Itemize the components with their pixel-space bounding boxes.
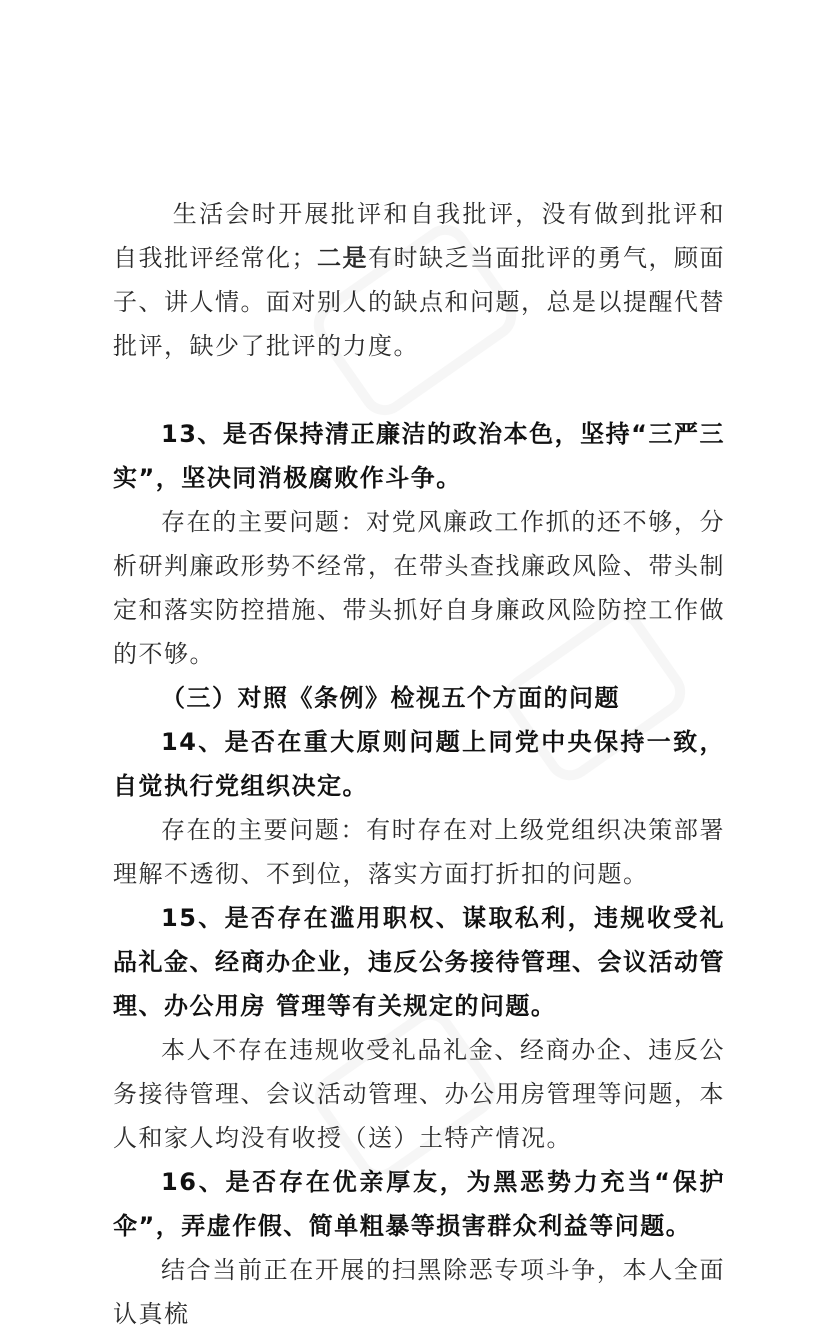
document-body (113, 148, 725, 1336)
paragraph-bold-prefix: 二是 (317, 244, 368, 272)
paragraph-continuation (113, 148, 725, 412)
question-14: 14、是否在重大原则问题上同党中央保持一致，自觉执行党组织决定。 (113, 728, 725, 800)
answer-16: 结合当前正在开展的扫黑除恶专项斗争，本人全面认真梳 (113, 1256, 725, 1328)
answer-13: 存在的主要问题：对党风廉政工作抓的还不够，分析研判廉政形势不经常，在带头查找廉政风险、带头制定和落实防控措施、带头抓好自身廉政风险防控工作做的不够。 (113, 508, 725, 668)
question-16: 16、是否存在优亲厚友，为黑恶势力充当“保护伞”，弄虚作假、简单粗暴等损害群众利益等问题。 (113, 1168, 725, 1240)
paragraph-text: 有时缺乏当面批评的勇气，顾面子、讲人情。面对别人的缺点和问题，总是以提醒代替批评，缺少了批评的力度。 (113, 244, 725, 360)
question-13: 13、是否保持清正廉洁的政治本色，坚持“三严三实”，坚决同消极腐败作斗争。 (113, 420, 725, 492)
answer-15: 本人不存在违规收受礼品礼金、经商办企、违反公务接待管理、会议活动管理、办公用房管理等问题，本人和家人均没有收授（送）土特产情况。 (113, 1036, 725, 1152)
answer-14: 存在的主要问题：有时存在对上级党组织决策部署理解不透彻、不到位，落实方面打折扣的问题。 (113, 816, 725, 888)
paragraph-text: 生活会时开展批评和自我批评，没有做到批评和自我批评经常化； (113, 200, 726, 272)
question-15: 15、是否存在滥用职权、谋取私利，违规收受礼品礼金、经商办企业，违反公务接待管理、会议活动管理、办公用房 管理等有关规定的问题。 (113, 904, 725, 1020)
section-heading-3: （三）对照《条例》检视五个方面的问题 (161, 684, 620, 712)
